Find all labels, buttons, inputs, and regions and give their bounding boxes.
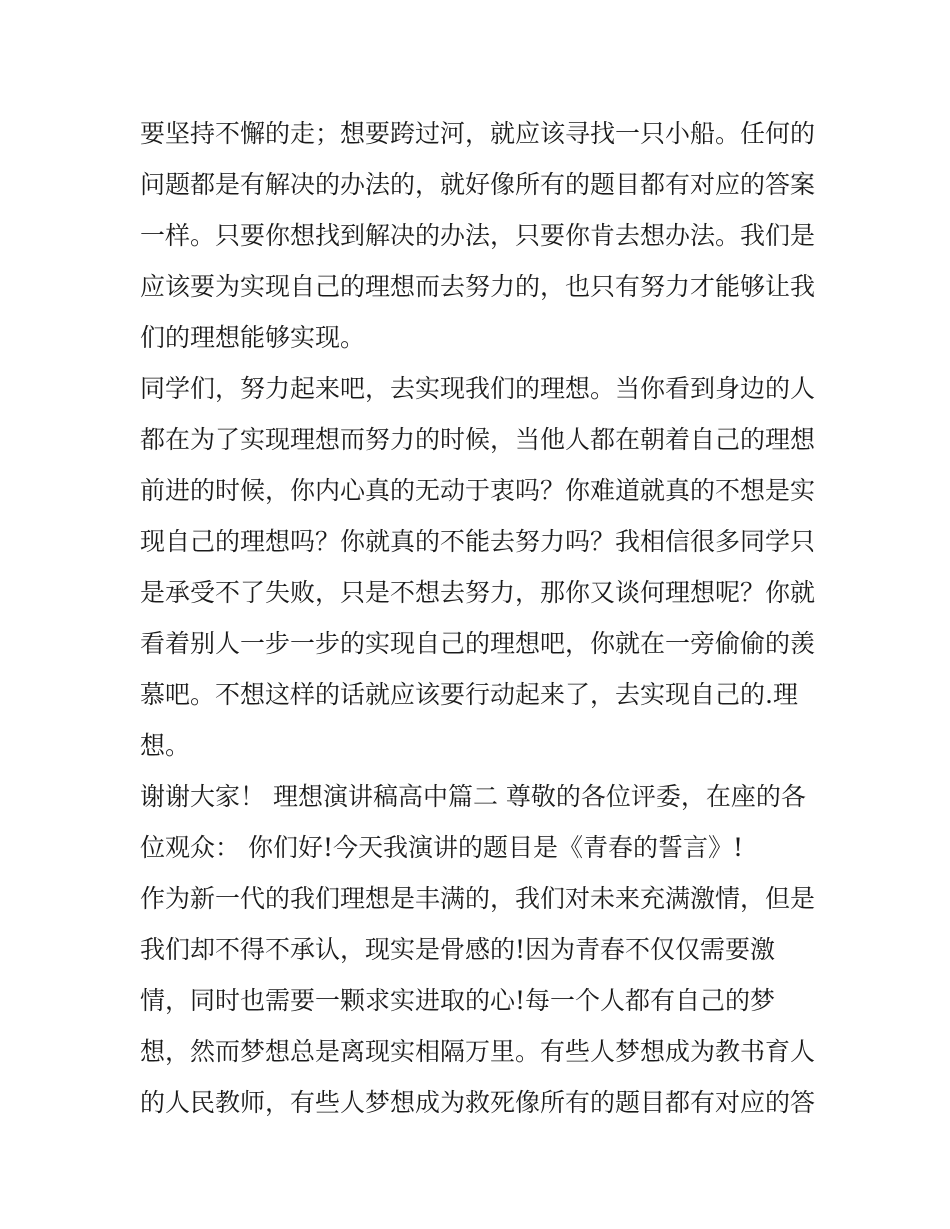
text-line: 都在为了实现理想而努力的时候，当他人都在朝着自己的理想 xyxy=(140,425,816,454)
text-line: 们的理想能够实现。 xyxy=(140,323,366,352)
text-line: 问题都是有解决的办法的，就好像所有的题目都有对应的答案 xyxy=(140,170,816,199)
text-line: 的人民教师，有些人梦想成为救死像所有的题目都有对应的答 xyxy=(140,1088,816,1117)
text-line: 同学们，努力起来吧，去实现我们的理想。当你看到身边的人 xyxy=(140,374,816,403)
text-line: 看着别人一步一步的实现自己的理想吧，你就在一旁偷偷的羡 xyxy=(140,629,816,658)
text-line: 是承受不了失败，只是不想去努力，那你又谈何理想呢？你就 xyxy=(140,578,816,607)
text-line: 想。 xyxy=(140,731,191,760)
text-line: 一样。只要你想找到解决的办法，只要你肯去想办法。我们是 xyxy=(140,221,816,250)
text-line: 我们却不得不承认，现实是骨感的!因为青春不仅仅需要激 xyxy=(140,935,776,964)
text-line: 现自己的理想吗？你就真的不能去努力吗？我相信很多同学只 xyxy=(140,527,816,556)
text-line: 应该要为实现自己的理想而去努力的，也只有努力才能够让我 xyxy=(140,272,816,301)
text-line: 谢谢大家！ 理想演讲稿高中篇二 尊敬的各位评委，在座的各 xyxy=(140,782,806,811)
text-line: 位观众： 你们好!今天我演讲的题目是《青春的誓言》! xyxy=(140,833,744,862)
text-line: 前进的时候，你内心真的无动于衷吗？你难道就真的不想是实 xyxy=(140,476,816,505)
text-line: 慕吧。不想这样的话就应该要行动起来了，去实现自己的.理 xyxy=(140,680,798,709)
text-line: 作为新一代的我们理想是丰满的，我们对未来充满激情，但是 xyxy=(140,884,816,913)
document-body xyxy=(140,108,820,1128)
text-line: 想，然而梦想总是离现实相隔万里。有些人梦想成为教书育人 xyxy=(140,1037,816,1066)
text-line: 情，同时也需要一颗求实进取的心!每一个人都有自己的梦 xyxy=(140,986,776,1015)
text-line: 要坚持不懈的走；想要跨过河，就应该寻找一只小船。任何的 xyxy=(140,119,816,148)
